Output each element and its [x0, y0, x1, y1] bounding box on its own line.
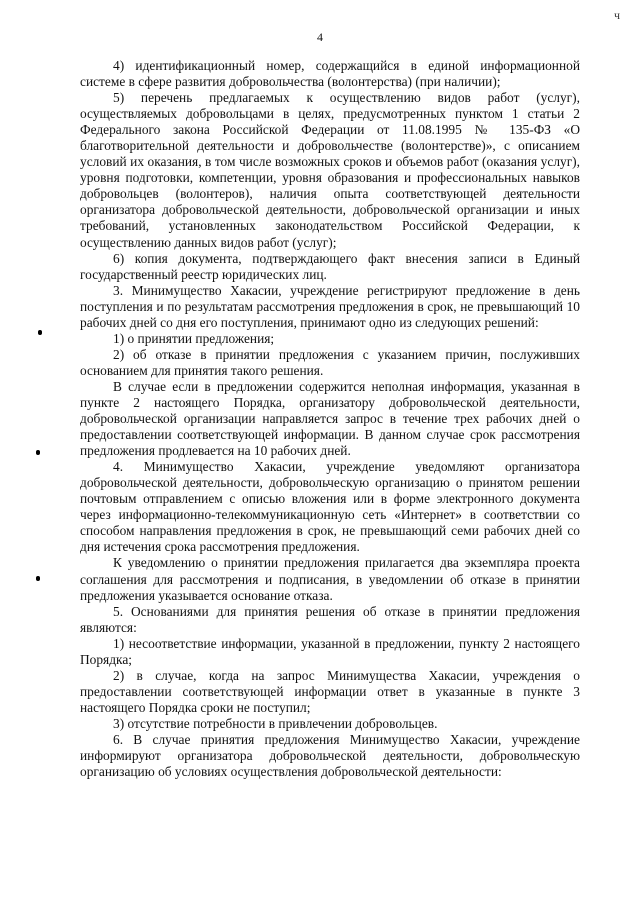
paragraph-clause-4: 4. Минимущество Хакасии, учреждение уведомляют организатора добровольческой деятельности, добровольческую организацию о принятом решении почтовым отправлением с описью вложения или в форме электронного документа через информационно-телекоммуникационную сеть «Интернет» в соответствии со способом направления предложения в срок, не превышающий семи рабочих дней со дня истечения срока рассмотрения предложения. [80, 459, 580, 555]
paragraph-decision-2: 2) об отказе в принятии предложения с указанием причин, послуживших основанием для принятия такого решения. [80, 346, 580, 378]
paragraph-item-5: 5) перечень предлагаемых к осуществлению видов работ (услуг), осуществляемых добровольцами в целях, предусмотренных пунктом 1 статьи 2 Федерального закона Российской Федерации от 11.08.1995 № 135-ФЗ «О благотворительной деятельности и добровольчестве (волонтерстве)», с описанием условий их оказания, в том числе возможных сроков и объемов работ (оказания услуг), уровня подготовки, компетенции, уровня образования и профессиональных навыков добровольцев (волонтеров), наличия опыта соответствующей деятельности организатора добровольческой деятельности, добровольческой организации и иных требований, установленных законодательством Российской Федерации, к осуществлению данных видов работ (услуг); [80, 90, 580, 250]
paragraph-item-4: 4) идентификационный номер, содержащийся в единой информационной системе в сфере развития добровольчества (волонтерства) (при наличии); [80, 58, 580, 90]
paragraph-refusal-1: 1) несоответствие информации, указанной в предложении, пункту 2 настоящего Порядка; [80, 635, 580, 667]
paragraph-incomplete-info: В случае если в предложении содержится неполная информация, указанная в пункте 2 настоящего Порядка, организатору добровольческой деятельности, добровольческой организации направляется запрос в течение трех рабочих дней о предоставлении соответствующей информации. В данном случае срок рассмотрения предложения продлевается на 10 рабочих дней. [80, 378, 580, 459]
paragraph-refusal-2: 2) в случае, когда на запрос Минимущества Хакасии, учреждения о предоставлении соответствующей информации ответ в указанные в пункте 3 настоящего Порядка сроки не поступил; [80, 667, 580, 715]
paragraph-notification-attachments: К уведомлению о принятии предложения прилагается два экземпляра проекта соглашения для рассмотрения и подписания, в уведомлении об отказе в принятии предложения указывается основание отказа. [80, 555, 580, 603]
paragraph-clause-6: 6. В случае принятия предложения Минимущество Хакасии, учреждение информируют организатора добровольческой деятельности, добровольческую организацию об условиях осуществления добровольческой деятельности: [80, 731, 580, 780]
paragraph-clause-5: 5. Основаниями для принятия решения об отказе в принятии предложения являются: [80, 603, 580, 635]
scan-artifact-dot [36, 450, 40, 455]
scan-artifact-dot [38, 330, 42, 335]
paragraph-clause-3: 3. Минимущество Хакасии, учреждение регистрируют предложение в день поступления и по результатам рассмотрения предложения в срок, не превышающий 10 рабочих дней со дня его поступления, принимают одно из следующих решений: [80, 282, 580, 330]
paragraph-refusal-3: 3) отсутствие потребности в привлечении добровольцев. [113, 715, 438, 731]
scan-artifact-dot [36, 576, 40, 581]
corner-handwritten-mark: ч [613, 8, 620, 22]
page-number: 4 [317, 30, 323, 44]
paragraph-item-6: 6) копия документа, подтверждающего факт внесения записи в Единый государственный реестр юридических лиц. [80, 250, 580, 282]
document-body [80, 58, 580, 780]
paragraph-decision-1: 1) о принятии предложения; [113, 330, 275, 346]
